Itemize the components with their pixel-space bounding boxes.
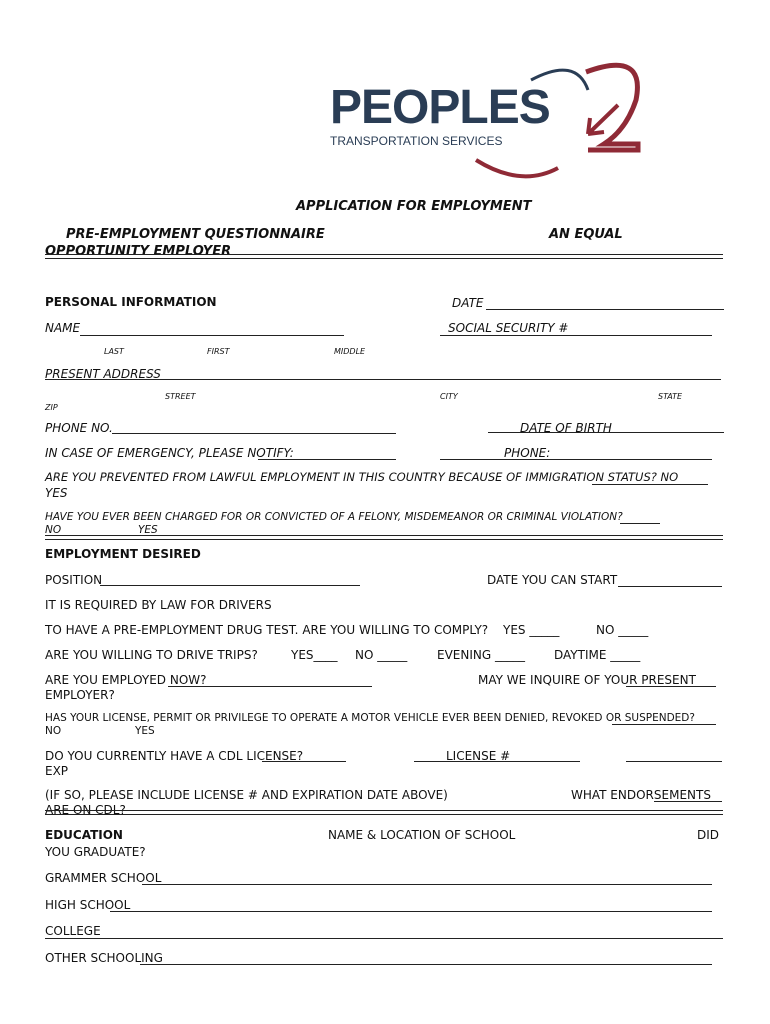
college-label: COLLEGE — [45, 924, 101, 938]
cdl-field[interactable] — [262, 761, 346, 762]
on-cdl-text: ARE ON CDL? — [45, 803, 126, 817]
address-field[interactable] — [45, 379, 721, 380]
license-yes: YES — [135, 725, 155, 737]
emergency-phone-field[interactable] — [440, 459, 712, 460]
state-caption: STATE — [658, 392, 683, 401]
drive-no[interactable]: NO _____ — [355, 648, 408, 662]
required-text: IT IS REQUIRED BY LAW FOR DRIVERS — [45, 598, 272, 612]
license-denied-field[interactable] — [612, 724, 716, 725]
immigration-field[interactable] — [592, 484, 708, 485]
exp-field[interactable] — [626, 761, 722, 762]
emergency-field[interactable] — [258, 459, 396, 460]
section-divider-2 — [45, 810, 723, 811]
opportunity-text: OPPORTUNITY EMPLOYER — [45, 244, 232, 259]
drug-no[interactable]: NO _____ — [596, 623, 649, 637]
grammar-school-label: GRAMMER SCHOOL — [45, 871, 162, 885]
license-no: NO — [45, 725, 62, 737]
name-label: NAME — [45, 321, 81, 335]
did-column-header: DID — [697, 828, 720, 842]
position-field[interactable] — [100, 585, 360, 586]
section-divider-1 — [45, 535, 723, 536]
ssn-field[interactable] — [440, 335, 712, 336]
high-school-label: HIGH SCHOOL — [45, 898, 131, 912]
felony-question: HAVE YOU EVER BEEN CHARGED FOR OR CONVICTED OF A FELONY, MISDEMEANOR OR CRIMINAL VIOLATION? — [45, 511, 623, 523]
employed-question: ARE YOU EMPLOYED NOW? — [45, 673, 207, 687]
immigration-yes: YES — [45, 486, 68, 500]
date-field[interactable] — [486, 309, 724, 310]
evening-option[interactable]: EVENING _____ — [437, 648, 525, 662]
logo-brand: PEOPLES — [330, 81, 550, 134]
if-so-note: (IF SO, PLEASE INCLUDE LICENSE # AND EXPIRATION DATE ABOVE) — [45, 788, 448, 802]
drive-yes[interactable]: YES____ — [291, 648, 338, 662]
page-title: APPLICATION FOR EMPLOYMENT — [296, 199, 532, 214]
questionnaire-heading: PRE-EMPLOYMENT QUESTIONNAIRE — [66, 227, 325, 242]
drug-question: TO HAVE A PRE-EMPLOYMENT DRUG TEST. ARE YOU WILLING TO COMPLY? — [45, 623, 489, 637]
start-label: DATE YOU CAN START — [487, 573, 618, 587]
felony-field[interactable] — [620, 523, 660, 524]
street-caption: STREET — [165, 392, 196, 401]
license-number-field[interactable] — [414, 761, 580, 762]
felony-yes: YES — [138, 524, 158, 536]
grammar-school-field[interactable] — [142, 884, 712, 885]
endorsements-field[interactable] — [654, 801, 722, 802]
last-caption: LAST — [104, 347, 124, 356]
zip-caption: ZIP — [45, 403, 58, 412]
personal-heading: PERSONAL INFORMATION — [45, 295, 217, 309]
endorsements-label: WHAT ENDORSEMENTS — [571, 788, 711, 802]
position-label: POSITION — [45, 573, 103, 587]
license-question: HAS YOUR LICENSE, PERMIT OR PRIVILEGE TO OPERATE A MOTOR VEHICLE EVER BEEN DENIED, REVOKED OR SUSPENDED? — [45, 712, 695, 724]
dob-field[interactable] — [488, 432, 724, 433]
section-divider-2b — [45, 814, 723, 815]
phone2-label: PHONE: — [504, 446, 551, 460]
equal-text: AN EQUAL — [549, 227, 623, 242]
exp-label: EXP — [45, 764, 69, 778]
header-divider — [45, 254, 723, 255]
immigration-question: ARE YOU PREVENTED FROM LAWFUL EMPLOYMENT IN THIS COUNTRY BECAUSE OF IMMIGRATION STATUS? NO — [45, 470, 679, 484]
name-field[interactable] — [80, 335, 344, 336]
dob-label: DATE OF BIRTH — [520, 421, 612, 435]
address-label: PRESENT ADDRESS — [45, 367, 161, 381]
drug-yes[interactable]: YES _____ — [503, 623, 560, 637]
graduate-column-header: YOU GRADUATE? — [45, 845, 146, 859]
phone-field[interactable] — [112, 433, 396, 434]
other-schooling-label: OTHER SCHOOLING — [45, 951, 163, 965]
ssn-label: SOCIAL SECURITY # — [448, 321, 569, 335]
college-field[interactable] — [45, 938, 723, 939]
other-schooling-field[interactable] — [140, 964, 712, 965]
date-label: DATE — [452, 296, 484, 310]
employment-heading: EMPLOYMENT DESIRED — [45, 547, 201, 561]
company-logo — [326, 50, 646, 190]
education-heading: EDUCATION — [45, 828, 123, 842]
employer-text: EMPLOYER? — [45, 688, 115, 702]
school-column-header: NAME & LOCATION OF SCHOOL — [328, 828, 516, 842]
employed-field[interactable] — [168, 686, 372, 687]
city-caption: CITY — [440, 392, 458, 401]
section-divider-1b — [45, 539, 723, 540]
logo-subtitle: TRANSPORTATION SERVICES — [330, 134, 503, 148]
start-field[interactable] — [618, 586, 722, 587]
first-caption: FIRST — [207, 347, 230, 356]
felony-no: NO — [45, 524, 62, 536]
inquire-question: MAY WE INQUIRE OF YOUR PRESENT — [478, 673, 696, 687]
middle-caption: MIDDLE — [334, 347, 366, 356]
emergency-label: IN CASE OF EMERGENCY, PLEASE NOTIFY: — [45, 446, 294, 460]
daytime-option[interactable]: DAYTIME _____ — [554, 648, 641, 662]
header-divider-2 — [45, 258, 723, 259]
license-number-label: LICENSE # — [446, 749, 511, 763]
high-school-field[interactable] — [110, 911, 712, 912]
inquire-field[interactable] — [626, 686, 716, 687]
phone-label: PHONE NO. — [45, 421, 113, 435]
cdl-question: DO YOU CURRENTLY HAVE A CDL LICENSE? — [45, 749, 304, 763]
drive-question: ARE YOU WILLING TO DRIVE TRIPS? — [45, 648, 258, 662]
